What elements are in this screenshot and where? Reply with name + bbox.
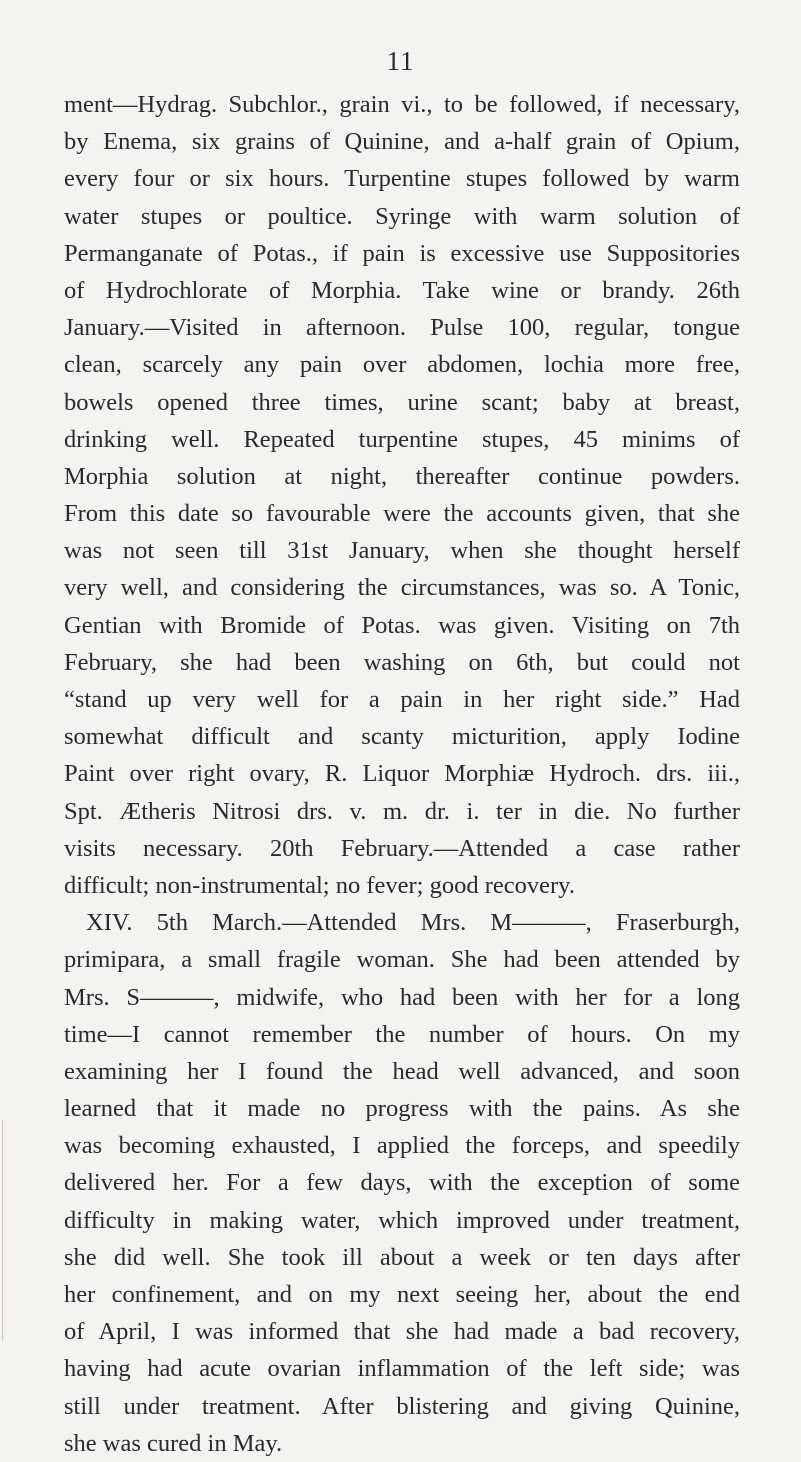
text-line: Spt. Ætheris Nitrosi drs. v. m. dr. i. ter in die. No further	[64, 797, 740, 825]
text-line: every four or six hours. Turpentine stupes followed by warm	[64, 165, 740, 193]
text-line: drinking well. Repeated turpentine stupes, 45 minims of	[64, 425, 740, 453]
text-line: delivered her. For a few days, with the exception of some	[64, 1169, 740, 1197]
text-line: of April, I was informed that she had made a bad recovery,	[64, 1318, 740, 1346]
text-line: difficulty in making water, which improved under treatment,	[64, 1206, 740, 1234]
text-line: Morphia solution at night, thereafter continue powders.	[64, 462, 740, 490]
text-line: “stand up very well for a pain in her right side.” Had	[64, 686, 740, 713]
body-text	[64, 86, 740, 1462]
text-line: Gentian with Bromide of Potas. was given. Visiting on 7th	[64, 611, 740, 639]
page-number: 11	[386, 46, 415, 76]
text-line: Permanganate of Potas., if pain is excessive use Suppositories	[64, 239, 740, 267]
text-line: having had acute ovarian inflammation of the left side; was	[64, 1355, 740, 1383]
text-line: ment—Hydrag. Subchlor., grain vi., to be followed, if necessary,	[64, 91, 740, 118]
text-line: water stupes or poultice. Syringe with warm solution of	[64, 202, 740, 230]
text-line: February, she had been washing on 6th, but could not	[64, 648, 740, 676]
text-line: bowels opened three times, urine scant; baby at breast,	[64, 388, 740, 416]
text-line: very well, and considering the circumstances, was so. A Tonic,	[64, 574, 740, 602]
text-line: she was cured in May.	[64, 1429, 283, 1457]
text-line: clean, scarcely any pain over abdomen, lochia more free,	[64, 351, 740, 379]
text-line: she did well. She took ill about a week or ten days after	[64, 1243, 740, 1271]
text-line: was becoming exhausted, I applied the forceps, and speedily	[64, 1132, 740, 1160]
text-line: her confinement, and on my next seeing her, about the end	[64, 1281, 740, 1308]
text-line: time—I cannot remember the number of hours. On my	[64, 1020, 740, 1048]
text-line: by Enema, six grains of Quinine, and a-half grain of Opium,	[64, 128, 740, 156]
text-line: examining her I found the head well advanced, and soon	[64, 1057, 740, 1085]
text-line: somewhat difficult and scanty micturition, apply Iodine	[64, 723, 740, 751]
text-line: XIV. 5th March.—Attended Mrs. M———, Fraserburgh,	[86, 909, 740, 937]
text-line: primipara, a small fragile woman. She had been attended by	[64, 946, 740, 974]
text-line: of Hydrochlorate of Morphia. Take wine or brandy. 26th	[64, 276, 740, 304]
text-line: was not seen till 31st January, when she thought herself	[64, 537, 740, 565]
text-line: Mrs. S———, midwife, who had been with her for a long	[64, 983, 740, 1011]
text-line: Paint over right ovary, R. Liquor Morphiæ Hydroch. drs. iii.,	[64, 760, 740, 788]
text-line: learned that it made no progress with the pains. As she	[64, 1095, 740, 1123]
text-line: From this date so favourable were the accounts given, that she	[64, 500, 740, 528]
page-edge-shadow	[2, 1120, 3, 1341]
text-line: difficult; non-instrumental; no fever; good recovery.	[64, 871, 575, 899]
text-line: still under treatment. After blistering and giving Quinine,	[64, 1392, 740, 1420]
text-line: January.—Visited in afternoon. Pulse 100, regular, tongue	[64, 314, 740, 342]
text-line: visits necessary. 20th February.—Attended a case rather	[64, 834, 740, 862]
